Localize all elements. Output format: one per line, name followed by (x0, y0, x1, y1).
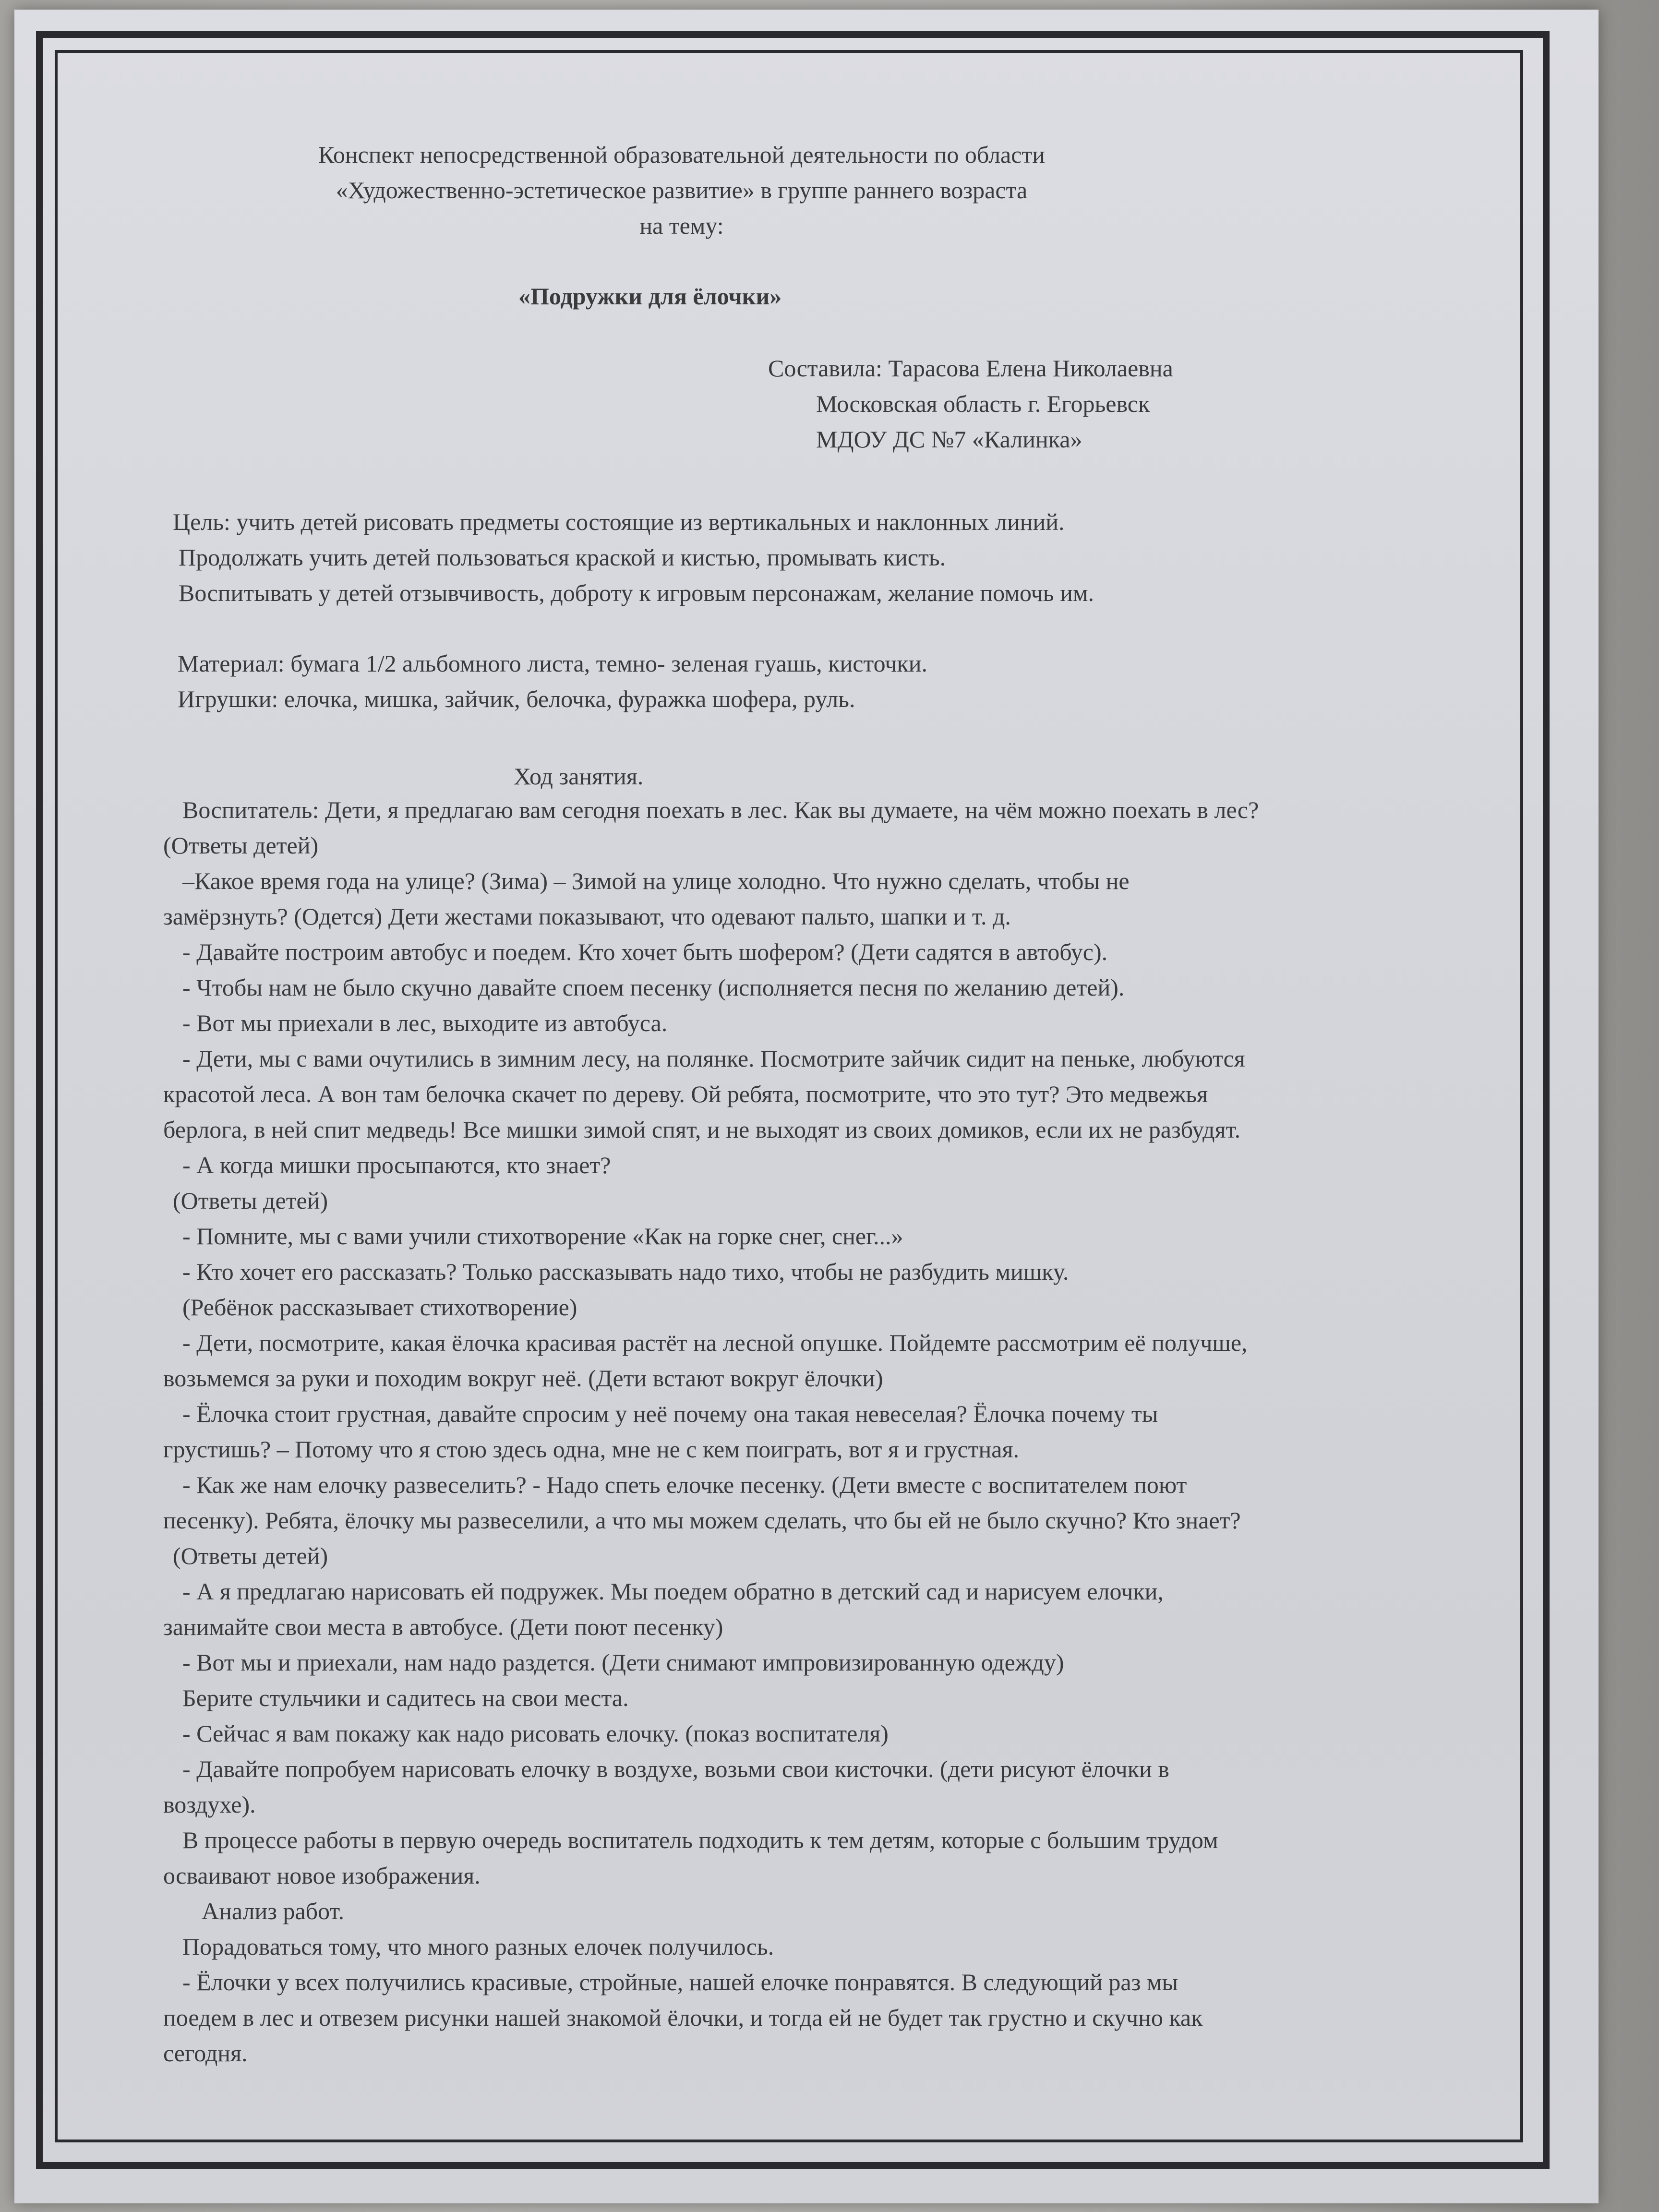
body-line: В процессе работы в первую очередь воспитатель подходить к тем детям, которые с большим трудом (182, 1827, 1218, 1853)
author-block (768, 350, 1173, 457)
body-line: Порадоваться тому, что много разных елочек получилось. (182, 1933, 774, 1960)
body-line: - Вот мы приехали в лес, выходите из автобуса. (182, 1010, 668, 1036)
body-line: Берите стульчики и садитесь на свои места. (182, 1684, 629, 1711)
body-line: замёрзнуть? (Одется) Дети жестами показывают, что одевают пальто, шапки и т. д. (163, 903, 1011, 930)
document-topic: «Подружки для ёлочки» (518, 283, 782, 310)
document-header (154, 137, 1210, 243)
body-line: (Ребёнок рассказывает стихотворение) (182, 1294, 577, 1321)
body-line: - Вот мы и приехали, нам надо раздется. (Дети снимают импровизированную одежду) (182, 1649, 1064, 1676)
body-line: –Какое время года на улице? (Зима) – Зимой на улице холодно. Что нужно сделать, чтобы не (182, 867, 1130, 894)
body-line: занимайте свои места в автобусе. (Дети поют песенку) (163, 1613, 723, 1640)
body-line: - Ёлочка стоит грустная, давайте спросим у неё почему она такая невеселая? Ёлочка почему ты (182, 1400, 1158, 1427)
body-line: (Ответы детей) (163, 832, 319, 859)
body-line: - Ёлочки у всех получились красивые, стройные, нашей елочке понравятся. В следующий раз мы (182, 1969, 1178, 1996)
goal-line: Цель: учить детей рисовать предметы состоящие из вертикальных и наклонных линий. (173, 508, 1065, 535)
body-line: песенку). Ребята, ёлочку мы развеселили, а что мы можем сделать, что бы ей не было скучно? Кто знает? (163, 1507, 1241, 1534)
outer-border-frame (36, 31, 1550, 2169)
materials-section (178, 646, 927, 717)
inner-border-frame (55, 50, 1523, 2142)
author-line: МДОУ ДС №7 «Калинка» (816, 426, 1082, 453)
body-line: - Кто хочет его рассказать? Только рассказывать надо тихо, чтобы не разбудить мишку. (182, 1258, 1069, 1285)
lesson-body (163, 792, 1527, 2071)
body-line: берлога, в ней спит медведь! Все мишки зимой спят, и не выходят из своих домиков, если их не разбудят. (163, 1116, 1241, 1143)
body-line: - Дети, мы с вами очутились в зимним лесу, на полянке. Посмотрите зайчик сидит на пеньке, любуются (182, 1045, 1245, 1072)
body-line: - Дети, посмотрите, какая ёлочка красивая растёт на лесной опушке. Пойдемте рассмотрим её получше, (182, 1329, 1248, 1356)
header-line: Конспект непосредственной образовательной деятельности по области (318, 141, 1046, 168)
body-line: - Давайте построим автобус и поедем. Кто хочет быть шофером? (Дети садятся в автобус). (182, 938, 1108, 965)
body-line: (Ответы детей) (173, 1542, 328, 1569)
body-line: осваивают новое изображения. (163, 1862, 481, 1889)
paper-sheet (14, 10, 1599, 2203)
goal-line: Продолжать учить детей пользоваться краской и кистью, промывать кисть. (179, 544, 946, 571)
author-line: Московская область г. Егорьевск (816, 390, 1150, 417)
body-line: - Сейчас я вам покажу как надо рисовать елочку. (показ воспитателя) (182, 1720, 889, 1747)
body-line: - Помните, мы с вами учили стихотворение «Как на горке снег, снег...» (182, 1223, 903, 1250)
materials-line: Игрушки: елочка, мишка, зайчик, белочка, фуражка шофера, руль. (178, 685, 855, 712)
header-line: на тему: (639, 212, 724, 239)
body-line: воздухе). (163, 1791, 256, 1818)
document-content (58, 53, 1520, 2140)
body-line: возьмемся за руки и походим вокруг неё. (Дети встают вокруг ёлочки) (163, 1365, 883, 1392)
body-line: сегодня. (163, 2040, 248, 2067)
goal-line: Воспитывать у детей отзывчивость, доброту к игровым персонажам, желание помочь им. (179, 579, 1094, 606)
body-line: грустишь? – Потому что я стою здесь одна, мне не с кем поиграть, вот я и грустная. (163, 1436, 1019, 1463)
body-line: - Как же нам елочку развеселить? - Надо спеть елочке песенку. (Дети вместе с воспитателем поют (182, 1471, 1187, 1498)
body-line: Анализ работ. (202, 1898, 345, 1924)
body-line: Воспитатель: Дети, я предлагаю вам сегодня поехать в лес. Как вы думаете, на чём можно поехать в лес? (182, 796, 1259, 823)
body-line: - Чтобы нам не было скучно давайте споем песенку (исполняется песня по желанию детей). (182, 974, 1125, 1001)
materials-line: Материал: бумага 1/2 альбомного листа, темно- зеленая гуашь, кисточки. (178, 650, 927, 677)
body-line: - А когда мишки просыпаются, кто знает? (182, 1152, 611, 1178)
author-line: Составила: Тарасова Елена Николаевна (768, 355, 1173, 382)
header-line: «Художественно-эстетическое развитие» в группе раннего возраста (336, 177, 1028, 204)
body-line: (Ответы детей) (173, 1187, 328, 1214)
body-line: красотой леса. А вон там белочка скачет по дереву. Ой ребята, посмотрите, что это тут? Это медвежья (163, 1081, 1208, 1107)
body-line: - А я предлагаю нарисовать ей подружек. Мы поедем обратно в детский сад и нарисуем елочки, (182, 1578, 1164, 1605)
body-line: - Давайте попробуем нарисовать елочку в воздухе, возьми свои кисточки. (дети рисуют ёлочки в (182, 1755, 1169, 1782)
course-title: Ход занятия. (514, 763, 644, 790)
body-line: поедем в лес и отвезем рисунки нашей знакомой ёлочки, и тогда ей не будет так грустно и скучно как (163, 2004, 1203, 2031)
goal-section (173, 504, 1094, 611)
